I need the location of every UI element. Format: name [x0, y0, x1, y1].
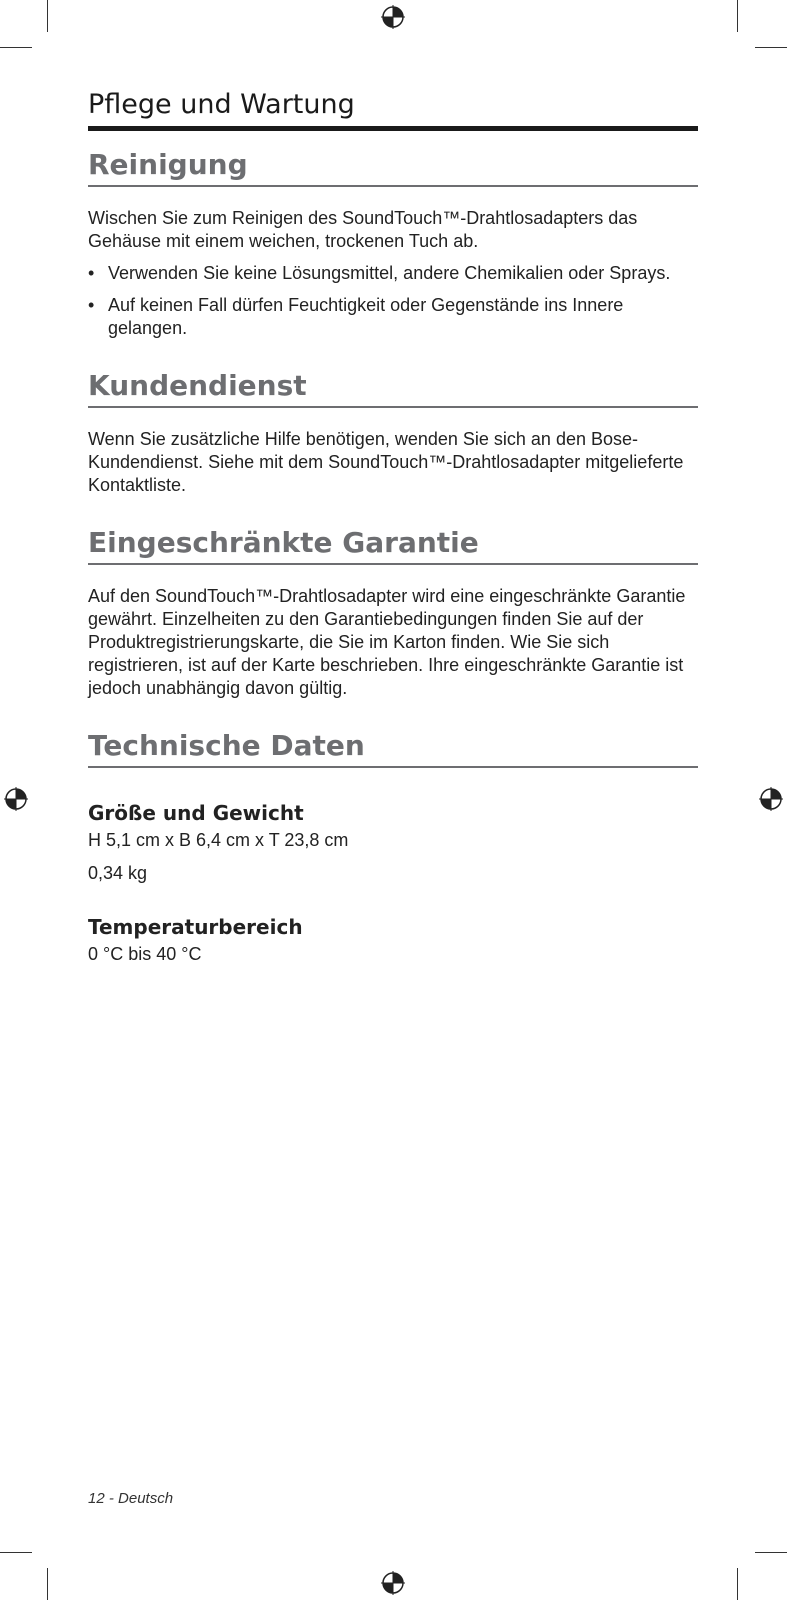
section-title-warranty: Eingeschränkte Garantie [88, 525, 698, 565]
crop-mark [47, 0, 48, 32]
section-title-specs: Technische Daten [88, 728, 698, 768]
spec-weight: 0,34 kg [88, 863, 148, 883]
registration-mark-icon [4, 787, 28, 811]
spec-dimensions: H 5,1 cm x B 6,4 cm x T 23,8 cm [88, 830, 349, 850]
page-content [88, 88, 698, 966]
page-title: Pflege und Wartung [88, 88, 698, 131]
spec-label-size-weight: Größe und Gewicht [88, 801, 304, 825]
warranty-text: Auf den SoundTouch™-Drahtlosadapter wird eine eingeschränkte Garantie gewährt. Einzelheiten zu den Garantiebedingungen finden Sie auf der Produktregistrierungskarte, die Sie im Karton finden. Wie Sie sich registrieren, ist auf der Karte beschrieben. Ihre eingeschränkte Garantie ist jedoch unabhängig davon gültig. [88, 586, 686, 698]
crop-mark [737, 0, 738, 32]
crop-mark [47, 1568, 48, 1600]
cleaning-bullet-list [88, 262, 698, 340]
crop-mark [755, 1552, 787, 1553]
crop-mark [0, 47, 32, 48]
bullet-text: Verwenden Sie keine Lösungsmittel, andere Chemikalien oder Sprays. [108, 263, 671, 283]
crop-mark [0, 1552, 32, 1553]
section-title-service: Kundendienst [88, 368, 698, 408]
crop-mark [737, 1568, 738, 1600]
bullet-text: Auf keinen Fall dürfen Feuchtigkeit oder Gegenstände ins Innere gelangen. [108, 295, 624, 338]
cleaning-intro: Wischen Sie zum Reinigen des SoundTouch™-Drahtlosadapters das Gehäuse mit einem weichen, trockenen Tuch ab. [88, 208, 638, 251]
bullet-icon: • [88, 295, 95, 315]
service-text: Wenn Sie zusätzliche Hilfe benötigen, wenden Sie sich an den Bose-Kundendienst. Siehe mit dem SoundTouch™-Drahtlosadapter mitgelieferte Kontaktliste. [88, 429, 684, 495]
spec-label-temperature: Temperaturbereich [88, 915, 303, 939]
list-item [88, 294, 698, 340]
list-item [88, 262, 698, 285]
spec-temperature-range: 0 °C bis 40 °C [88, 944, 202, 964]
section-title-cleaning: Reinigung [88, 147, 698, 187]
registration-mark-icon [381, 5, 405, 29]
crop-mark [755, 47, 787, 48]
page-footer: 12 - Deutsch [88, 1490, 174, 1507]
registration-mark-icon [381, 1571, 405, 1595]
bullet-icon: • [88, 263, 95, 283]
registration-mark-icon [759, 787, 783, 811]
